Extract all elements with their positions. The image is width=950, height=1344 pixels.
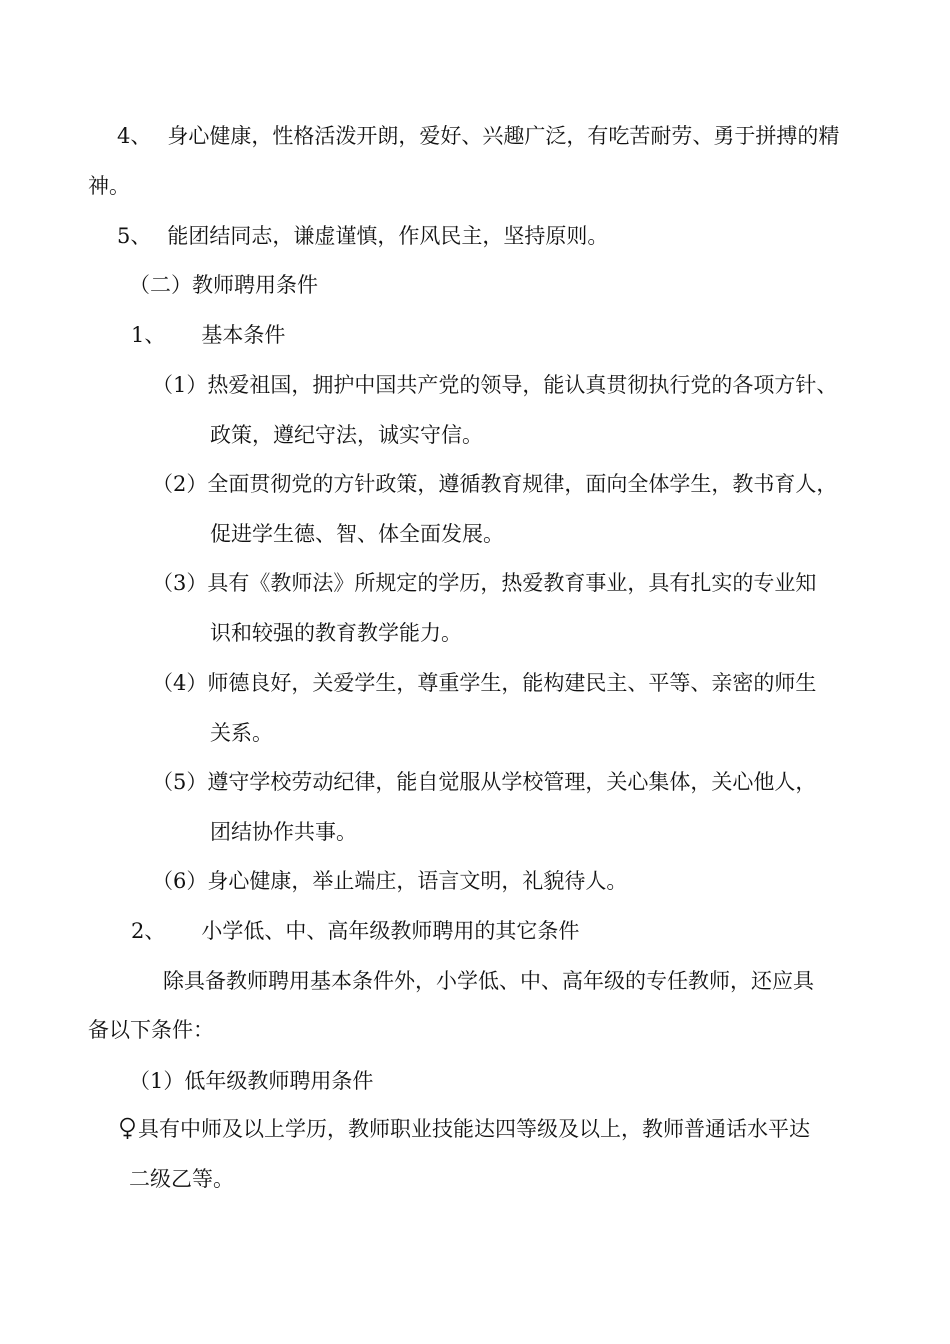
item-5-text: 能团结同志，谦虚谨慎，作风民主，坚持原则。 bbox=[167, 224, 609, 248]
subsection-basic-heading bbox=[131, 320, 285, 350]
subsection-basic-number: 1、 bbox=[131, 323, 166, 347]
item-4-continuation: 神。 bbox=[88, 174, 130, 198]
low-grade-bullet-line1 bbox=[118, 1114, 810, 1144]
basic-item-1-line2: 政策，遵纪守法，诚实守信。 bbox=[210, 423, 483, 447]
basic-item-2-line1 bbox=[152, 469, 837, 499]
basic-item-5-text: 遵守学校劳动纪律，能自觉服从学校管理，关心集体，关心他人， bbox=[207, 770, 817, 794]
basic-item-2-line2: 促进学生德、智、体全面发展。 bbox=[210, 522, 504, 546]
basic-item-3-number: （3） bbox=[152, 571, 208, 595]
basic-item-1-line1 bbox=[152, 370, 837, 400]
item-5-number: 5、 bbox=[117, 224, 152, 248]
low-grade-bullet-line2: 二级乙等。 bbox=[129, 1167, 234, 1191]
basic-item-1-text: 热爱祖国，拥护中国共产党的领导，能认真贯彻执行党的各项方针、 bbox=[207, 373, 838, 397]
subsection-other-number: 2、 bbox=[131, 919, 166, 943]
subsection-other-heading bbox=[131, 916, 579, 946]
low-grade-heading: （1）低年级教师聘用条件 bbox=[129, 1069, 374, 1093]
low-grade-bullet-text: 具有中师及以上学历，教师职业技能达四等级及以上，教师普通话水平达 bbox=[138, 1117, 810, 1141]
basic-item-6-text: 身心健康，举止端庄，语言文明，礼貌待人。 bbox=[207, 869, 628, 893]
subsection-other-title: 小学低、中、高年级教师聘用的其它条件 bbox=[201, 919, 580, 943]
item-4-text: 身心健康，性格活泼开朗，爱好、兴趣广泛，有吃苦耐劳、勇于拼搏的精 bbox=[167, 124, 840, 148]
basic-item-4-number: （4） bbox=[152, 671, 208, 695]
item-5-line bbox=[117, 221, 608, 251]
other-paragraph-line2: 备以下条件： bbox=[88, 1018, 214, 1042]
female-symbol-icon bbox=[118, 1116, 137, 1140]
basic-item-2-text: 全面贯彻党的方针政策，遵循教育规律，面向全体学生，教书育人， bbox=[207, 472, 838, 496]
basic-item-6-line1 bbox=[152, 866, 627, 896]
basic-item-4-text: 师德良好，关爱学生，尊重学生，能构建民主、平等、亲密的师生 bbox=[207, 671, 817, 695]
item-4-number: 4、 bbox=[117, 124, 152, 148]
basic-item-3-line1 bbox=[152, 568, 816, 598]
other-paragraph-line1: 除具备教师聘用基本条件外，小学低、中、高年级的专任教师，还应具 bbox=[163, 969, 814, 993]
subsection-basic-title: 基本条件 bbox=[201, 323, 286, 347]
basic-item-4-line1 bbox=[152, 668, 816, 698]
basic-item-5-line1 bbox=[152, 767, 816, 797]
basic-item-5-number: （5） bbox=[152, 770, 208, 794]
basic-item-2-number: （2） bbox=[152, 472, 208, 496]
basic-item-1-number: （1） bbox=[152, 373, 208, 397]
item-4-line1 bbox=[117, 121, 839, 151]
basic-item-6-number: （6） bbox=[152, 869, 208, 893]
basic-item-3-text: 具有《教师法》所规定的学历，热爱教育事业，具有扎实的专业知 bbox=[207, 571, 817, 595]
basic-item-4-line2: 关系。 bbox=[210, 721, 273, 745]
section-heading: （二）教师聘用条件 bbox=[129, 273, 318, 297]
basic-item-3-line2: 识和较强的教育教学能力。 bbox=[210, 621, 462, 645]
basic-item-5-line2: 团结协作共事。 bbox=[210, 820, 357, 844]
